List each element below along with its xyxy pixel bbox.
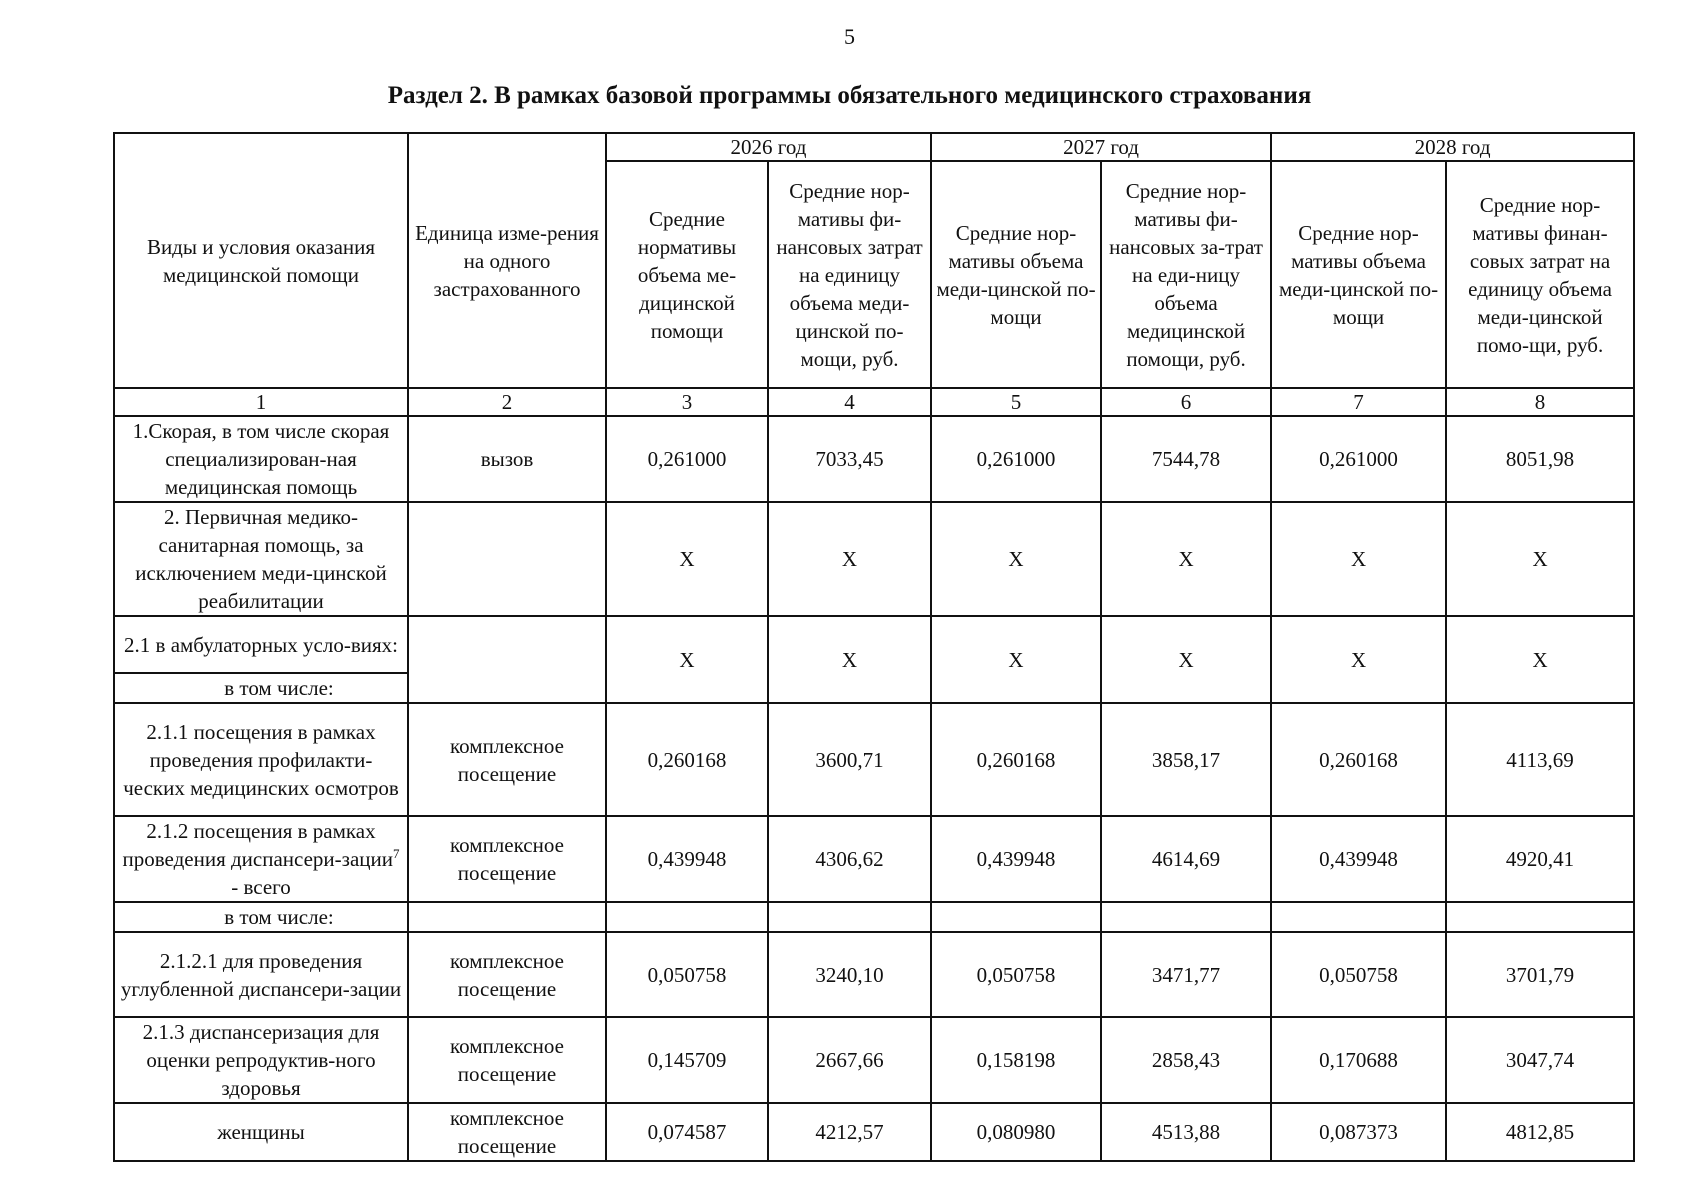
column-number: 8	[1446, 388, 1634, 416]
value-cell: 7033,45	[768, 416, 931, 502]
row-unit: вызов	[408, 416, 606, 502]
value-cell: 0,074587	[606, 1103, 768, 1161]
value-cell: 0,261000	[931, 416, 1101, 502]
value-cell: 2858,43	[1101, 1017, 1271, 1103]
value-cell: 3471,77	[1101, 932, 1271, 1017]
value-cell: 0,260168	[606, 703, 768, 816]
value-cell: X	[931, 502, 1101, 616]
column-number: 7	[1271, 388, 1446, 416]
value-cell: X	[1271, 616, 1446, 703]
value-cell: 3240,10	[768, 932, 931, 1017]
value-cell: 4113,69	[1446, 703, 1634, 816]
row-unit: комплексное посещение	[408, 1103, 606, 1161]
table-row	[114, 1103, 1634, 1161]
header-unit: Единица изме-рения на одного застрахованного	[408, 133, 606, 388]
header-row-years	[114, 133, 1634, 161]
empty-cell	[1101, 902, 1271, 932]
value-cell: 2667,66	[768, 1017, 931, 1103]
column-number: 4	[768, 388, 931, 416]
value-cell: 4812,85	[1446, 1103, 1634, 1161]
value-cell: 0,260168	[931, 703, 1101, 816]
empty-cell	[408, 902, 606, 932]
row-kind-tail: - всего	[231, 875, 291, 899]
value-cell: 0,050758	[931, 932, 1101, 1017]
column-numbers-row	[114, 388, 1634, 416]
value-cell: 3047,74	[1446, 1017, 1634, 1103]
header-volume-2027: Средние нор-мативы объема меди-цинской по-мощи	[931, 161, 1101, 388]
column-number: 6	[1101, 388, 1271, 416]
table-row	[114, 1017, 1634, 1103]
column-number: 1	[114, 388, 408, 416]
value-cell: X	[606, 616, 768, 703]
column-number: 3	[606, 388, 768, 416]
header-year-2027: 2027 год	[931, 133, 1271, 161]
table-row	[114, 416, 1634, 502]
value-cell: X	[1446, 616, 1634, 703]
value-cell: 4212,57	[768, 1103, 931, 1161]
column-number: 2	[408, 388, 606, 416]
row-kind-in-depth-dispensary: 2.1.2.1 для проведения углубленной диспансери-зации	[114, 932, 408, 1017]
value-cell: X	[1101, 616, 1271, 703]
value-cell: 0,087373	[1271, 1103, 1446, 1161]
value-cell: 7544,78	[1101, 416, 1271, 502]
value-cell: 4306,62	[768, 816, 931, 902]
value-cell: 0,170688	[1271, 1017, 1446, 1103]
value-cell: 8051,98	[1446, 416, 1634, 502]
table-row	[114, 902, 1634, 932]
value-cell: 0,080980	[931, 1103, 1101, 1161]
value-cell: X	[768, 616, 931, 703]
row-kind-preventive-exams: 2.1.1 посещения в рамках проведения профилакти-ческих медицинских осмотров	[114, 703, 408, 816]
value-cell: 0,439948	[931, 816, 1101, 902]
empty-cell	[1446, 902, 1634, 932]
header-year-2026: 2026 год	[606, 133, 931, 161]
value-cell: 0,158198	[931, 1017, 1101, 1103]
row-unit	[408, 502, 606, 616]
header-volume-2026: Средние нормативы объема ме-дицинской помощи	[606, 161, 768, 388]
row-kind-dispensary	[114, 816, 408, 902]
table-row	[114, 932, 1634, 1017]
value-cell: 0,145709	[606, 1017, 768, 1103]
header-kinds: Виды и условия оказания медицинской помощи	[114, 133, 408, 388]
value-cell: X	[606, 502, 768, 616]
value-cell: 0,439948	[606, 816, 768, 902]
row-kind-outpatient: 2.1 в амбулаторных усло-виях:	[114, 616, 408, 673]
value-cell: 0,260168	[1271, 703, 1446, 816]
row-kind-text: 2.1.2 посещения в рамках проведения диспансери-зации	[122, 819, 393, 871]
value-cell: 0,050758	[606, 932, 768, 1017]
value-cell: 0,261000	[606, 416, 768, 502]
row-kind-reproductive-health: 2.1.3 диспансеризация для оценки репродуктив-ного здоровья	[114, 1017, 408, 1103]
value-cell: 4513,88	[1101, 1103, 1271, 1161]
value-cell: X	[1271, 502, 1446, 616]
row-unit: комплексное посещение	[408, 932, 606, 1017]
table-row	[114, 502, 1634, 616]
table-row	[114, 816, 1634, 902]
row-unit: комплексное посещение	[408, 703, 606, 816]
value-cell: 3701,79	[1446, 932, 1634, 1017]
empty-cell	[1271, 902, 1446, 932]
value-cell: 4614,69	[1101, 816, 1271, 902]
value-cell: 0,261000	[1271, 416, 1446, 502]
row-kind-including: в том числе:	[114, 673, 408, 703]
footnote-mark: 7	[392, 846, 400, 861]
row-unit	[408, 616, 606, 703]
header-year-2028: 2028 год	[1271, 133, 1634, 161]
page-number: 5	[844, 24, 855, 49]
value-cell: X	[768, 502, 931, 616]
empty-cell	[606, 902, 768, 932]
empty-cell	[931, 902, 1101, 932]
header-cost-2028: Средние нор-мативы финан-совых затрат на единицу объема меди-цинской помо-щи, руб.	[1446, 161, 1634, 388]
value-cell: 0,050758	[1271, 932, 1446, 1017]
normatives-table	[113, 132, 1635, 1162]
row-kind-women: женщины	[114, 1103, 408, 1161]
value-cell: 3600,71	[768, 703, 931, 816]
value-cell: 0,439948	[1271, 816, 1446, 902]
value-cell: 3858,17	[1101, 703, 1271, 816]
value-cell: X	[931, 616, 1101, 703]
row-unit: комплексное посещение	[408, 816, 606, 902]
header-volume-2028: Средние нор-мативы объема меди-цинской по-мощи	[1271, 161, 1446, 388]
row-kind-ambulance: 1.Скорая, в том числе скорая специализирован-ная медицинская помощь	[114, 416, 408, 502]
empty-cell	[768, 902, 931, 932]
row-kind-primary-care: 2. Первичная медико-санитарная помощь, за исключением меди-цинской реабилитации	[114, 502, 408, 616]
value-cell: X	[1446, 502, 1634, 616]
header-cost-2027: Средние нор-мативы фи-нансовых за-трат на еди-ницу объема медицинской помощи, руб.	[1101, 161, 1271, 388]
row-kind-including: в том числе:	[114, 902, 408, 932]
value-cell: 4920,41	[1446, 816, 1634, 902]
value-cell: X	[1101, 502, 1271, 616]
table-row	[114, 616, 1634, 673]
column-number: 5	[931, 388, 1101, 416]
table-row	[114, 703, 1634, 816]
row-unit: комплексное посещение	[408, 1017, 606, 1103]
header-cost-2026: Средние нор-мативы фи-нансовых затрат на единицу объема меди-цинской по-мощи, руб.	[768, 161, 931, 388]
section-title: Раздел 2. В рамках базовой программы обязательного медицинского страхования	[387, 82, 1312, 109]
